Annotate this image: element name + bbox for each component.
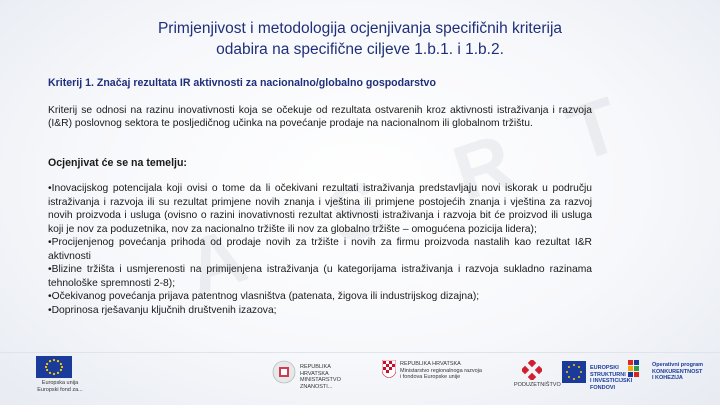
title-line: odabira na specifične ciljeve 1.b.1. i 1.b.2. [216, 41, 504, 58]
bullet-item: •Doprinosa rješavanju ključnih društvenih izazova; [48, 304, 277, 316]
logo-caption: REPUBLIKA HRVATSKA Ministarstvo regionalnoga razvoja i fondova Europske unije [400, 361, 482, 380]
title-line: Primjenjivost i metodologija ocjenjivanja specifičnih kriterija [157, 20, 563, 37]
eu-flag-icon [36, 356, 72, 378]
bullet-item: •Procijenjenog povećanja prihoda od prodaje novih za tržište i novih za firmu proizvoda nastalih kao rezultat I&R aktivnosti [48, 237, 592, 262]
criterion-heading: Kriterij 1. Značaj rezultata IR aktivnosti za nacionalno/globalno gospodarstvo [48, 77, 436, 89]
slide-title [60, 18, 660, 60]
bullet-list [48, 182, 592, 317]
esif-logo-icon [562, 361, 586, 383]
op-logo-icon [628, 360, 640, 382]
criterion-description: Kriterij se odnosi na razinu inovativnosti koja se očekuje od rezultata ostvarenih kroz aktivnosti istraživanja i razvoja (I&R) poslovnog sektora te posljedičnog učinka na povećanje prodaje na nacionalnom ili globalnom tržištu. [48, 105, 592, 130]
logo-caption: REPUBLIKA HRVATSKA MINISTARSTVO ZNANOSTI... [300, 364, 341, 390]
logo-caption: Operativni program KONKURENTNOST I KOHEZIJA [652, 362, 704, 381]
bullet-item: •Blizine tržišta i usmjerenosti na primijenjena istraživanja (u kategorijama istraživanja i razvoja sukladno razinama tehnološke spremnosti 2-8); [48, 264, 592, 289]
bullet-item: •Očekivanog povećanja prijava patentnog vlasništva (patenata, žigova ili industrijskog dizajna); [48, 291, 480, 303]
logo-caption: PODUZETNIŠTVO [514, 382, 561, 388]
croatia-coat-of-arms-icon [382, 360, 396, 378]
logo-caption: Europska unija Europski fond za... [37, 380, 83, 393]
footer-divider [0, 352, 720, 353]
logo-caption: EUROPSKI STRUKTURNI I INVESTICIJSKI FONDOVI [590, 365, 633, 391]
ministry-logo-icon [272, 360, 296, 384]
assessment-heading: Ocjenjivat će se na temelju: [48, 157, 187, 169]
podravka-logo-icon [522, 360, 542, 380]
bullet-item: •Inovacijskog potencijala koji ovisi o tome da li očekivani rezultati istraživanja predstavljaju novi iskorak u području istraživanja i razvoja ili su rezultat primjene novih znanja i vještina ili primjene postojećih znanja i vještina za razvoj novih proizvoda i usluga (ovisno o razini inovativnosti rezultat aktivnosti istraživanja i razvoja bit će proizvod ili usluga koji je nov za poduzetnika, nov za nacionalno tržište ili nov za globalno tržište – omogućena pozicija lidera); [48, 183, 592, 235]
